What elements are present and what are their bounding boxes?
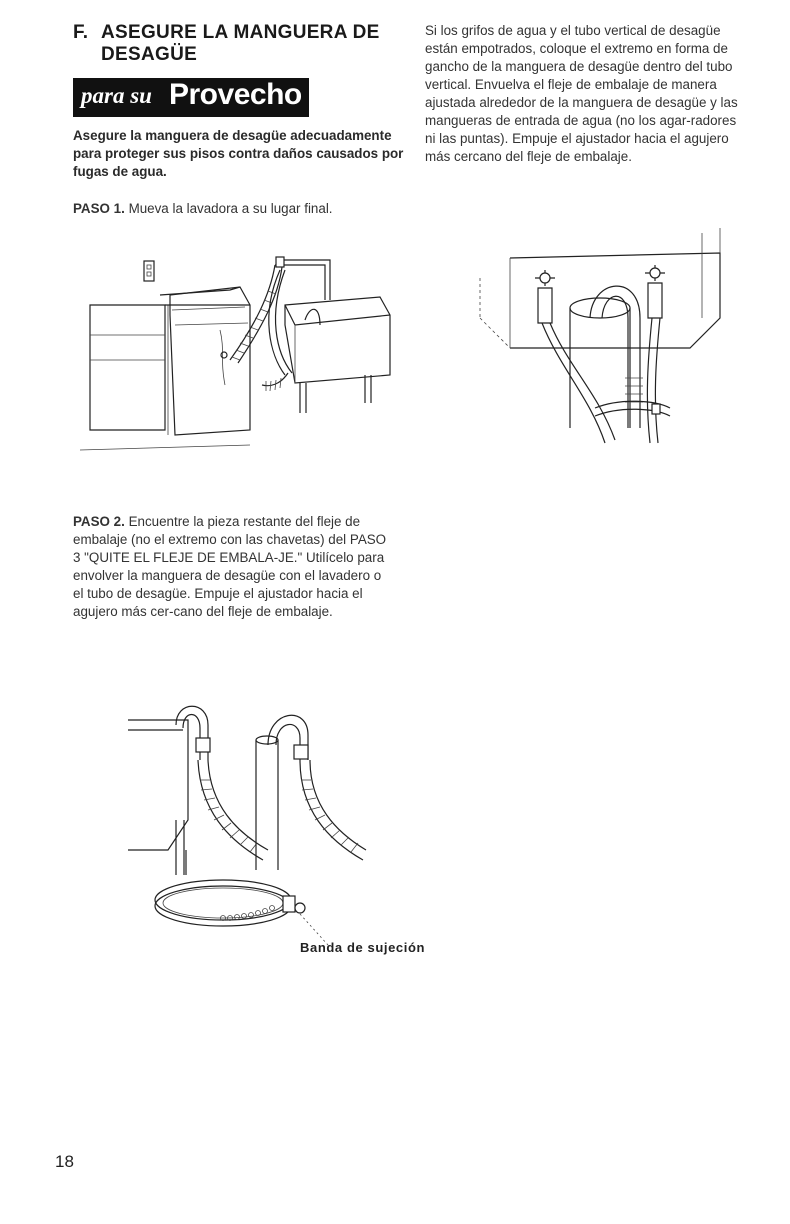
heading-line-2: DESAGÜE (101, 44, 198, 65)
step-1 (73, 200, 413, 218)
washer-and-laundry-tub-illustration (80, 235, 410, 460)
step-2-label: PASO 2. (73, 514, 125, 529)
step-1-label: PASO 1. (73, 201, 125, 216)
step-1-text: Mueva la lavadora a su lugar final. (124, 201, 333, 216)
faucet-right-icon (645, 265, 665, 318)
page-number: 18 (55, 1152, 74, 1171)
faucet-left-icon (535, 270, 555, 323)
step-2 (73, 513, 393, 621)
heading-line-1: ASEGURE LA MANGUERA DE (101, 22, 380, 43)
logo-big-text: Provecho (169, 78, 302, 111)
logo-small-text: para su (81, 83, 152, 108)
intro-bold-text: Asegure la manguera de desagüe adecuadamente para proteger sus pisos contra daños causados por fugas de agua. (73, 128, 404, 179)
section-letter: F. (73, 22, 89, 43)
step-2-text: Encuentre la pieza restante del fleje de embalaje (no el extremo con las chavetas) del PASO 3 "QUITE EL FLEJE DE EMBALA-JE." Utilícelo para envolver la manguera de desagüe con el lavadero o el tubo de desagüe. Empuje el ajustador hacia el agujero más cer-cano del fleje de embalaje. (73, 514, 387, 619)
para-su-provecho-logo (73, 78, 309, 117)
figure-caption: Banda de sujeción (300, 940, 426, 955)
right-paragraph: Si los grifos de agua y el tubo vertical de desagüe están empotrados, coloque el extremo en forma de gancho de la manguera de desagüe dentro del tubo vertical. Envuelva el fleje de embalaje de manera ajustada alrededor de la manguera de desagüe y las mangueras de entrada de agua (no los agar-radores ni las puntas). Empuje el ajustador hacia el agujero más cercano del fleje de embalaje. (425, 23, 738, 164)
section-heading (73, 22, 403, 66)
drain-hose-strap-illustration (128, 700, 368, 940)
recessed-faucets-standpipe-illustration (480, 228, 730, 458)
